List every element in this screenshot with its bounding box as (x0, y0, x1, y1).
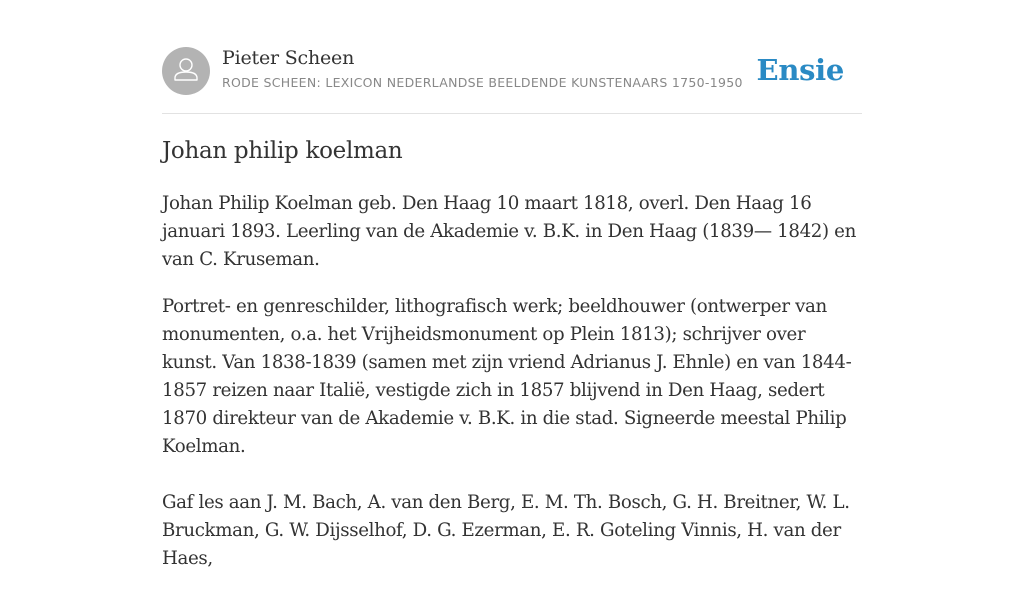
paragraph-students: Gaf les aan J. M. Bach, A. van den Berg, E. M. Th. Bosch, G. H. Breitner, W. L. Bruckman, G. W. Dijsselhof, D. G. Ezerman, E. R. Goteling Vinnis, H. van der Haes, (162, 492, 850, 569)
source-label[interactable]: RODE SCHEEN: LEXICON NEDERLANDSE BEELDENDE KUNSTENAARS 1750-1950 (222, 75, 743, 90)
divider (162, 113, 862, 114)
page-title: Johan philip koelman (162, 138, 403, 164)
header (162, 47, 862, 97)
user-icon (162, 47, 210, 95)
ensie-logo[interactable]: Ensie (756, 53, 844, 87)
article-body (162, 190, 864, 592)
paragraph-biography: Johan Philip Koelman geb. Den Haag 10 maart 1818, overl. Den Haag 16 januari 1893. Leerling van de Akademie v. B.K. in Den Haag (1839— 1842) en van C. Kruseman. (162, 193, 856, 270)
avatar[interactable] (162, 47, 210, 95)
paragraph-work: Portret- en genreschilder, lithografisch werk; beeldhouwer (ontwerper van monumenten, o.a. het Vrijheidsmonument op Plein 1813); schrijver over kunst. Van 1838-1839 (samen met zijn vriend Adrianus J. Ehnle) en van 1844-1857 reizen naar Italië, vestigde zich in 1857 blijvend in Den Haag, sedert 1870 direkteur van de Akademie v. B.K. in die stad. Signeerde meestal Philip Koelman. (162, 296, 852, 457)
author-name[interactable]: Pieter Scheen (222, 47, 355, 69)
